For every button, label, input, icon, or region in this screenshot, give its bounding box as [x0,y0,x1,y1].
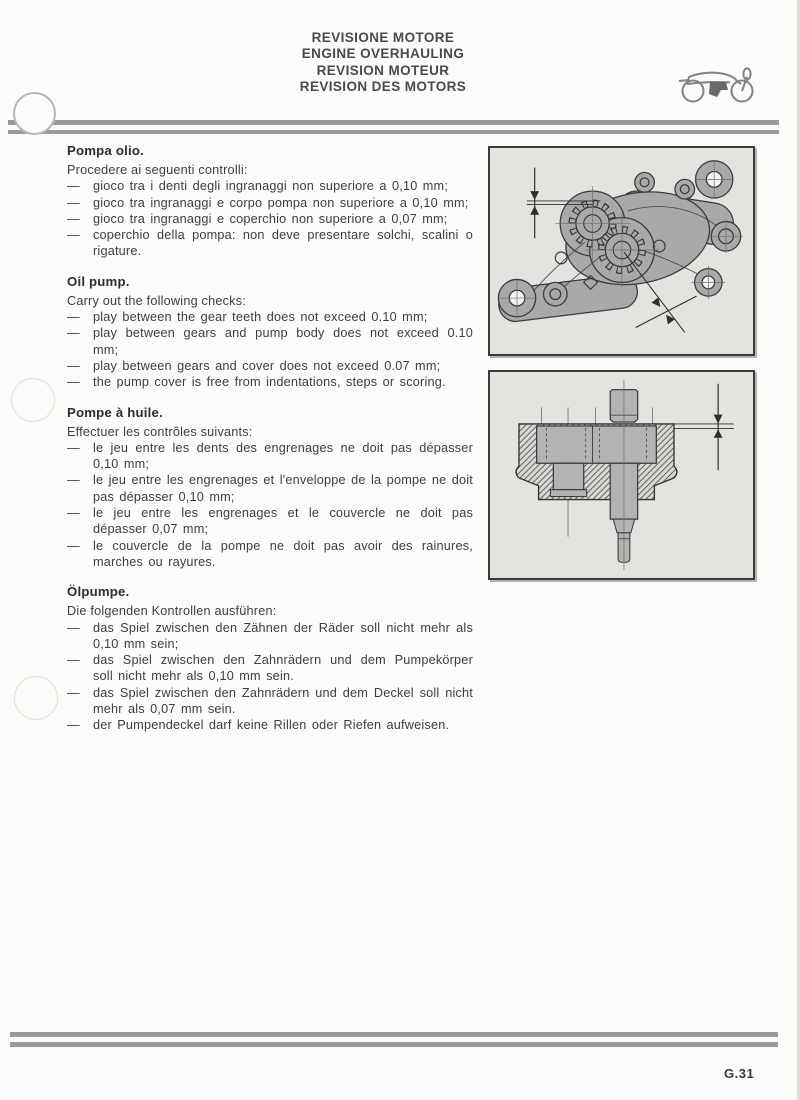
section-heading: Ölpumpe. [67,584,130,600]
top-rule-divider [8,120,779,125]
list-dash-icon: — [67,310,80,325]
check-item-text: gioco tra i denti degli ingranaggi non superiore a 0,10 mm; [93,179,449,194]
punch-hole [14,676,58,720]
page-number: G.31 [724,1066,755,1081]
check-item-text: gioco tra ingranaggi e coperchio non superiore a 0,07 mm; [93,211,448,226]
list-dash-icon: — [67,211,80,226]
list-dash-icon: — [67,506,80,521]
list-dash-icon: — [67,228,80,243]
section-oil-pump [67,273,473,391]
page-title-german: REVISION DES MOTORS [299,78,467,94]
top-rule-divider [8,130,779,135]
section-heading: Pompa olio. [67,143,144,158]
list-dash-icon: — [67,179,80,194]
text-column [67,142,473,734]
check-item [67,685,473,718]
page-title-french: REVISION MOTEUR [316,62,450,78]
oil-pump-cross-section-drawing [490,372,753,578]
motorcycle-icon [676,54,760,106]
check-item-text: le jeu entre les engrenages et l'enveloppe de la pompe ne doit pas dépasser 0,10 mm; [93,473,473,504]
axial-play-dimension-arrow [674,384,734,470]
check-list [67,309,473,390]
check-item-text: das Spiel zwischen den Zähnen der Räder soll nicht mehr als 0,10 mm sein; [93,620,473,651]
list-dash-icon: — [67,653,80,668]
page-title-italian: REVISIONE MOTORE [311,30,455,45]
list-dash-icon: — [67,620,80,635]
check-item [67,358,473,374]
list-dash-icon: — [67,326,80,341]
check-item [67,652,473,685]
check-item [67,440,473,473]
page-header [0,30,766,95]
section-intro: Die folgenden Kontrollen ausführen: [67,604,277,619]
check-item [67,472,473,505]
check-item-text: das Spiel zwischen den Zahnrädern und dem Deckel soll nicht mehr als 0,07 mm sein. [93,685,473,717]
check-item [67,325,473,358]
list-dash-icon: — [67,375,80,390]
check-list [67,620,473,734]
list-dash-icon: — [67,195,80,210]
section-pompe-a-huile [67,404,473,571]
check-item [67,374,473,390]
check-item-text: der Pumpendeckel darf keine Rillen oder Riefen aufweisen. [93,718,450,733]
check-item-text: play between the gear teeth does not exceed 0.10 mm; [93,310,428,325]
punch-hole [11,378,55,422]
check-item-text: the pump cover is free from indentations, steps or scoring. [93,375,446,390]
check-item-text: play between gears and cover does not exceed 0.07 mm; [93,358,441,373]
figure-oil-pump-top-view [488,146,755,356]
bottom-rule-divider [10,1042,778,1047]
check-item [67,178,473,194]
check-item [67,538,473,571]
check-item-text: play between gears and pump body does not exceed 0.10 mm; [93,326,473,357]
check-item [67,211,473,227]
check-item [67,505,473,538]
check-item-text: das Spiel zwischen den Zahnrädern und dem Pumpekörper soll nicht mehr als 0,10 mm sein. [93,653,473,684]
list-dash-icon: — [67,358,80,373]
check-item [67,227,473,260]
bottom-rule-divider [10,1032,778,1037]
check-item-text: le couvercle de la pompe ne doit pas avoir des rainures, marches ou rayures. [93,538,473,569]
check-item [67,309,473,325]
list-dash-icon: — [67,538,80,553]
section-heading: Pompe à huile. [67,404,163,420]
check-list [67,440,473,570]
punch-hole [13,92,56,135]
section-intro: Carry out the following checks: [67,293,246,308]
section-intro: Procedere ai seguenti controlli: [67,163,248,177]
check-item [67,195,473,211]
oil-pump-top-view-drawing [490,148,753,354]
section-intro: Effectuer les contrôles suivants: [67,424,253,439]
check-item [67,717,473,733]
list-dash-icon: — [67,718,80,733]
section-heading: Oil pump. [67,273,130,289]
check-item-text: gioco tra ingranaggi e corpo pompa non superiore a 0,10 mm; [93,195,469,210]
list-dash-icon: — [67,473,80,488]
page-title-english: ENGINE OVERHAULING [301,46,465,62]
engine-block-shape [709,82,728,97]
check-item-text: coperchio della pompa: non deve presentare solchi, scalini o rigature. [93,228,473,259]
list-dash-icon: — [67,440,80,455]
check-item-text: le jeu entre les dents des engrenages ne doit pas dépasser 0,10 mm; [93,440,473,472]
check-item-text: le jeu entre les engrenages et le couvercle ne doit pas dépasser 0,07 mm; [93,506,473,537]
check-list [67,178,473,259]
list-dash-icon: — [67,685,80,700]
section-oelpumpe [67,583,473,733]
check-item [67,620,473,653]
figure-oil-pump-cross-section [488,370,755,580]
section-pompa-olio [67,142,473,260]
